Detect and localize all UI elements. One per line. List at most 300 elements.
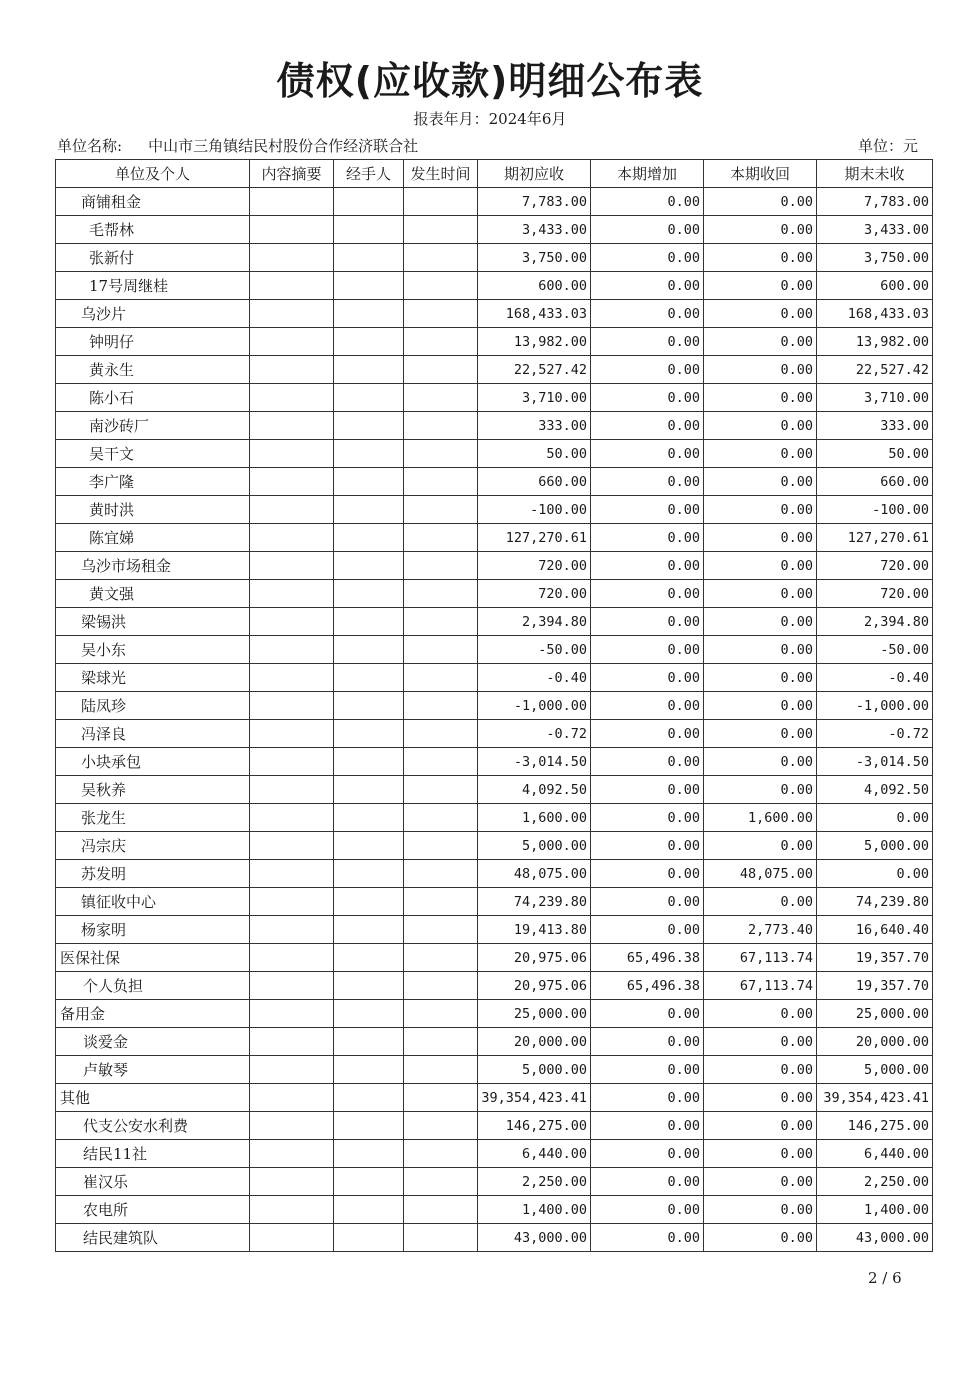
- cell-date: [404, 384, 478, 412]
- cell-closing: 0.00: [817, 860, 933, 888]
- cell-increase: 0.00: [591, 1084, 704, 1112]
- cell-recovered: 0.00: [704, 496, 817, 524]
- cell-closing: 19,357.70: [817, 972, 933, 1000]
- cell-opening: 50.00: [478, 440, 591, 468]
- table-row: [56, 664, 933, 692]
- cell-opening: 333.00: [478, 412, 591, 440]
- cell-name: 结民建筑队: [56, 1224, 250, 1252]
- cell-closing: 3,710.00: [817, 384, 933, 412]
- cell-closing: 39,354,423.41: [817, 1084, 933, 1112]
- cell-recovered: 48,075.00: [704, 860, 817, 888]
- cell-name: 冯泽良: [56, 720, 250, 748]
- cell-summary: [250, 216, 334, 244]
- cell-recovered: 2,773.40: [704, 916, 817, 944]
- table-row: [56, 524, 933, 552]
- cell-summary: [250, 860, 334, 888]
- cell-opening: 43,000.00: [478, 1224, 591, 1252]
- cell-date: [404, 692, 478, 720]
- page-number: 2 / 6: [868, 1269, 902, 1287]
- cell-opening: 7,783.00: [478, 188, 591, 216]
- cell-recovered: 0.00: [704, 552, 817, 580]
- cell-recovered: 1,600.00: [704, 804, 817, 832]
- cell-opening: 20,000.00: [478, 1028, 591, 1056]
- cell-recovered: 0.00: [704, 1168, 817, 1196]
- cell-name: 乌沙片: [56, 300, 250, 328]
- cell-summary: [250, 524, 334, 552]
- cell-increase: 0.00: [591, 636, 704, 664]
- cell-name: 个人负担: [56, 972, 250, 1000]
- cell-summary: [250, 608, 334, 636]
- cell-name: 黄时洪: [56, 496, 250, 524]
- cell-closing: 720.00: [817, 580, 933, 608]
- cell-closing: 5,000.00: [817, 832, 933, 860]
- cell-opening: 660.00: [478, 468, 591, 496]
- cell-name: 钟明仔: [56, 328, 250, 356]
- cell-increase: 0.00: [591, 776, 704, 804]
- table-row: [56, 1196, 933, 1224]
- cell-recovered: 0.00: [704, 1140, 817, 1168]
- cell-increase: 0.00: [591, 888, 704, 916]
- cell-opening: 22,527.42: [478, 356, 591, 384]
- cell-recovered: 0.00: [704, 748, 817, 776]
- cell-closing: 333.00: [817, 412, 933, 440]
- cell-closing: 13,982.00: [817, 328, 933, 356]
- cell-increase: 0.00: [591, 244, 704, 272]
- cell-name: 张龙生: [56, 804, 250, 832]
- cell-name: 冯宗庆: [56, 832, 250, 860]
- cell-handler: [334, 748, 404, 776]
- cell-summary: [250, 636, 334, 664]
- cell-opening: 39,354,423.41: [478, 1084, 591, 1112]
- cell-opening: 3,433.00: [478, 216, 591, 244]
- cell-handler: [334, 328, 404, 356]
- cell-date: [404, 552, 478, 580]
- cell-closing: -0.40: [817, 664, 933, 692]
- cell-opening: 720.00: [478, 580, 591, 608]
- header-opening: 期初应收: [478, 160, 591, 188]
- cell-date: [404, 468, 478, 496]
- cell-date: [404, 608, 478, 636]
- currency-unit: 单位：元: [857, 137, 918, 155]
- receivables-table: [55, 159, 933, 1252]
- cell-summary: [250, 888, 334, 916]
- cell-handler: [334, 384, 404, 412]
- cell-recovered: 0.00: [704, 1000, 817, 1028]
- cell-opening: 3,710.00: [478, 384, 591, 412]
- cell-summary: [250, 468, 334, 496]
- table-row: [56, 300, 933, 328]
- cell-closing: 127,270.61: [817, 524, 933, 552]
- cell-summary: [250, 1084, 334, 1112]
- table-row: [56, 1056, 933, 1084]
- cell-increase: 65,496.38: [591, 944, 704, 972]
- cell-handler: [334, 356, 404, 384]
- cell-closing: 660.00: [817, 468, 933, 496]
- cell-name: 17号周继桂: [56, 272, 250, 300]
- table-row: [56, 580, 933, 608]
- cell-name: 陆凤珍: [56, 692, 250, 720]
- cell-name: 张新付: [56, 244, 250, 272]
- cell-recovered: 0.00: [704, 356, 817, 384]
- cell-name: 其他: [56, 1084, 250, 1112]
- cell-closing: 2,250.00: [817, 1168, 933, 1196]
- cell-summary: [250, 300, 334, 328]
- cell-opening: 720.00: [478, 552, 591, 580]
- cell-increase: 0.00: [591, 1224, 704, 1252]
- cell-closing: 22,527.42: [817, 356, 933, 384]
- table-row: [56, 888, 933, 916]
- cell-summary: [250, 776, 334, 804]
- cell-date: [404, 1224, 478, 1252]
- cell-summary: [250, 692, 334, 720]
- cell-increase: 0.00: [591, 552, 704, 580]
- cell-closing: 74,239.80: [817, 888, 933, 916]
- cell-closing: 168,433.03: [817, 300, 933, 328]
- cell-handler: [334, 1196, 404, 1224]
- cell-closing: 16,640.40: [817, 916, 933, 944]
- unit-name-value: 中山市三角镇结民村股份合作经济联合社: [148, 137, 419, 155]
- cell-summary: [250, 328, 334, 356]
- cell-opening: -50.00: [478, 636, 591, 664]
- cell-recovered: 0.00: [704, 664, 817, 692]
- cell-opening: 20,975.06: [478, 972, 591, 1000]
- cell-handler: [334, 412, 404, 440]
- cell-increase: 0.00: [591, 496, 704, 524]
- cell-opening: -0.40: [478, 664, 591, 692]
- cell-summary: [250, 720, 334, 748]
- cell-date: [404, 944, 478, 972]
- cell-recovered: 0.00: [704, 608, 817, 636]
- cell-recovered: 0.00: [704, 1028, 817, 1056]
- cell-summary: [250, 1112, 334, 1140]
- header-closing: 期末未收: [817, 160, 933, 188]
- cell-increase: 0.00: [591, 1168, 704, 1196]
- cell-closing: 146,275.00: [817, 1112, 933, 1140]
- cell-handler: [334, 832, 404, 860]
- cell-handler: [334, 1224, 404, 1252]
- cell-recovered: 0.00: [704, 692, 817, 720]
- cell-name: 陈宜娣: [56, 524, 250, 552]
- cell-increase: 0.00: [591, 1000, 704, 1028]
- cell-increase: 0.00: [591, 664, 704, 692]
- report-period: 报表年月：2024年6月: [413, 110, 567, 128]
- cell-recovered: 0.00: [704, 440, 817, 468]
- cell-summary: [250, 916, 334, 944]
- cell-closing: 2,394.80: [817, 608, 933, 636]
- cell-date: [404, 888, 478, 916]
- cell-date: [404, 188, 478, 216]
- cell-handler: [334, 1000, 404, 1028]
- cell-increase: 0.00: [591, 300, 704, 328]
- cell-increase: 0.00: [591, 916, 704, 944]
- cell-summary: [250, 1140, 334, 1168]
- cell-handler: [334, 1168, 404, 1196]
- table-row: [56, 384, 933, 412]
- cell-recovered: 0.00: [704, 720, 817, 748]
- cell-opening: 146,275.00: [478, 1112, 591, 1140]
- cell-recovered: 0.00: [704, 1084, 817, 1112]
- cell-date: [404, 244, 478, 272]
- cell-name: 毛帮林: [56, 216, 250, 244]
- cell-name: 结民11社: [56, 1140, 250, 1168]
- cell-name: 南沙砖厂: [56, 412, 250, 440]
- cell-recovered: 0.00: [704, 328, 817, 356]
- table-row: [56, 496, 933, 524]
- cell-summary: [250, 748, 334, 776]
- cell-name: 乌沙市场租金: [56, 552, 250, 580]
- cell-increase: 0.00: [591, 860, 704, 888]
- cell-recovered: 0.00: [704, 244, 817, 272]
- cell-opening: 5,000.00: [478, 832, 591, 860]
- cell-recovered: 0.00: [704, 1224, 817, 1252]
- table-row: [56, 1028, 933, 1056]
- table-row: [56, 216, 933, 244]
- cell-date: [404, 832, 478, 860]
- cell-name: 代支公安水利费: [56, 1112, 250, 1140]
- cell-closing: 720.00: [817, 552, 933, 580]
- cell-opening: 13,982.00: [478, 328, 591, 356]
- cell-increase: 0.00: [591, 272, 704, 300]
- table-row: [56, 1000, 933, 1028]
- cell-summary: [250, 944, 334, 972]
- cell-opening: 168,433.03: [478, 300, 591, 328]
- cell-handler: [334, 1056, 404, 1084]
- table-row: [56, 412, 933, 440]
- cell-date: [404, 636, 478, 664]
- cell-handler: [334, 944, 404, 972]
- cell-closing: 43,000.00: [817, 1224, 933, 1252]
- table-row: [56, 860, 933, 888]
- header-recovered: 本期收回: [704, 160, 817, 188]
- cell-date: [404, 1084, 478, 1112]
- cell-handler: [334, 692, 404, 720]
- cell-name: 陈小石: [56, 384, 250, 412]
- cell-handler: [334, 1028, 404, 1056]
- page-title: 债权(应收款)明细公布表: [276, 59, 704, 103]
- cell-summary: [250, 384, 334, 412]
- cell-handler: [334, 1140, 404, 1168]
- cell-increase: 0.00: [591, 692, 704, 720]
- table-row: [56, 636, 933, 664]
- cell-recovered: 0.00: [704, 272, 817, 300]
- cell-date: [404, 580, 478, 608]
- cell-name: 农电所: [56, 1196, 250, 1224]
- cell-closing: 19,357.70: [817, 944, 933, 972]
- cell-date: [404, 440, 478, 468]
- cell-recovered: 0.00: [704, 636, 817, 664]
- cell-opening: 2,250.00: [478, 1168, 591, 1196]
- cell-opening: -0.72: [478, 720, 591, 748]
- cell-handler: [334, 468, 404, 496]
- table-row: [56, 776, 933, 804]
- cell-handler: [334, 608, 404, 636]
- cell-opening: 48,075.00: [478, 860, 591, 888]
- cell-increase: 0.00: [591, 468, 704, 496]
- table-row: [56, 1112, 933, 1140]
- cell-opening: 2,394.80: [478, 608, 591, 636]
- cell-date: [404, 1112, 478, 1140]
- cell-summary: [250, 412, 334, 440]
- header-date: 发生时间: [404, 160, 478, 188]
- cell-opening: 3,750.00: [478, 244, 591, 272]
- cell-date: [404, 916, 478, 944]
- cell-summary: [250, 1168, 334, 1196]
- cell-date: [404, 972, 478, 1000]
- cell-name: 镇征收中心: [56, 888, 250, 916]
- cell-date: [404, 272, 478, 300]
- cell-date: [404, 356, 478, 384]
- cell-opening: -1,000.00: [478, 692, 591, 720]
- cell-handler: [334, 776, 404, 804]
- header-summary: 内容摘要: [250, 160, 334, 188]
- cell-name: 医保社保: [56, 944, 250, 972]
- cell-closing: 20,000.00: [817, 1028, 933, 1056]
- cell-closing: -3,014.50: [817, 748, 933, 776]
- cell-increase: 0.00: [591, 328, 704, 356]
- cell-increase: 0.00: [591, 440, 704, 468]
- cell-handler: [334, 664, 404, 692]
- table-row: [56, 552, 933, 580]
- cell-increase: 0.00: [591, 720, 704, 748]
- cell-date: [404, 1000, 478, 1028]
- table-row: [56, 356, 933, 384]
- cell-opening: 1,600.00: [478, 804, 591, 832]
- cell-date: [404, 328, 478, 356]
- cell-opening: 1,400.00: [478, 1196, 591, 1224]
- table-row: [56, 608, 933, 636]
- cell-recovered: 0.00: [704, 188, 817, 216]
- cell-increase: 0.00: [591, 748, 704, 776]
- cell-handler: [334, 244, 404, 272]
- table-row: [56, 272, 933, 300]
- cell-summary: [250, 972, 334, 1000]
- cell-name: 吴干文: [56, 440, 250, 468]
- cell-handler: [334, 496, 404, 524]
- cell-recovered: 67,113.74: [704, 972, 817, 1000]
- cell-handler: [334, 636, 404, 664]
- cell-increase: 0.00: [591, 216, 704, 244]
- cell-closing: 50.00: [817, 440, 933, 468]
- cell-name: 梁球光: [56, 664, 250, 692]
- table-row: [56, 916, 933, 944]
- cell-handler: [334, 860, 404, 888]
- cell-summary: [250, 832, 334, 860]
- cell-summary: [250, 440, 334, 468]
- table-row: [56, 468, 933, 496]
- cell-handler: [334, 720, 404, 748]
- table-row: [56, 244, 933, 272]
- cell-name: 崔汉乐: [56, 1168, 250, 1196]
- cell-recovered: 0.00: [704, 1196, 817, 1224]
- table-row: [56, 188, 933, 216]
- cell-summary: [250, 496, 334, 524]
- cell-recovered: 0.00: [704, 832, 817, 860]
- table-row: [56, 1224, 933, 1252]
- cell-date: [404, 720, 478, 748]
- table-row: [56, 748, 933, 776]
- cell-closing: -100.00: [817, 496, 933, 524]
- cell-opening: 20,975.06: [478, 944, 591, 972]
- cell-date: [404, 664, 478, 692]
- cell-handler: [334, 272, 404, 300]
- cell-name: 杨家明: [56, 916, 250, 944]
- cell-summary: [250, 1000, 334, 1028]
- table-header-row: [56, 160, 933, 188]
- cell-increase: 0.00: [591, 356, 704, 384]
- cell-closing: 3,750.00: [817, 244, 933, 272]
- cell-closing: 7,783.00: [817, 188, 933, 216]
- cell-date: [404, 748, 478, 776]
- cell-opening: 25,000.00: [478, 1000, 591, 1028]
- cell-handler: [334, 580, 404, 608]
- cell-date: [404, 860, 478, 888]
- cell-date: [404, 776, 478, 804]
- cell-handler: [334, 972, 404, 1000]
- cell-handler: [334, 1112, 404, 1140]
- cell-date: [404, 1140, 478, 1168]
- cell-recovered: 0.00: [704, 412, 817, 440]
- cell-summary: [250, 188, 334, 216]
- cell-name: 谈爱金: [56, 1028, 250, 1056]
- cell-summary: [250, 580, 334, 608]
- cell-opening: 600.00: [478, 272, 591, 300]
- cell-increase: 0.00: [591, 804, 704, 832]
- header-entity: 单位及个人: [56, 160, 250, 188]
- cell-handler: [334, 216, 404, 244]
- cell-handler: [334, 524, 404, 552]
- cell-increase: 0.00: [591, 188, 704, 216]
- cell-handler: [334, 1084, 404, 1112]
- cell-handler: [334, 804, 404, 832]
- table-row: [56, 972, 933, 1000]
- cell-closing: -0.72: [817, 720, 933, 748]
- cell-recovered: 0.00: [704, 776, 817, 804]
- cell-increase: 0.00: [591, 1196, 704, 1224]
- cell-opening: -100.00: [478, 496, 591, 524]
- header-increase: 本期增加: [591, 160, 704, 188]
- cell-name: 黄文强: [56, 580, 250, 608]
- table-row: [56, 804, 933, 832]
- cell-date: [404, 1028, 478, 1056]
- cell-summary: [250, 552, 334, 580]
- cell-summary: [250, 272, 334, 300]
- cell-opening: 5,000.00: [478, 1056, 591, 1084]
- cell-increase: 65,496.38: [591, 972, 704, 1000]
- cell-name: 卢敏琴: [56, 1056, 250, 1084]
- cell-handler: [334, 300, 404, 328]
- cell-name: 吴秋养: [56, 776, 250, 804]
- cell-closing: 3,433.00: [817, 216, 933, 244]
- cell-increase: 0.00: [591, 580, 704, 608]
- table-body: [56, 188, 933, 1252]
- cell-recovered: 0.00: [704, 300, 817, 328]
- table-row: [56, 440, 933, 468]
- cell-recovered: 0.00: [704, 384, 817, 412]
- cell-increase: 0.00: [591, 384, 704, 412]
- cell-date: [404, 496, 478, 524]
- cell-summary: [250, 664, 334, 692]
- cell-recovered: 0.00: [704, 1056, 817, 1084]
- cell-closing: 25,000.00: [817, 1000, 933, 1028]
- table-row: [56, 1084, 933, 1112]
- cell-recovered: 0.00: [704, 524, 817, 552]
- cell-summary: [250, 1224, 334, 1252]
- cell-closing: 4,092.50: [817, 776, 933, 804]
- cell-opening: 74,239.80: [478, 888, 591, 916]
- cell-handler: [334, 188, 404, 216]
- cell-increase: 0.00: [591, 1140, 704, 1168]
- cell-opening: 4,092.50: [478, 776, 591, 804]
